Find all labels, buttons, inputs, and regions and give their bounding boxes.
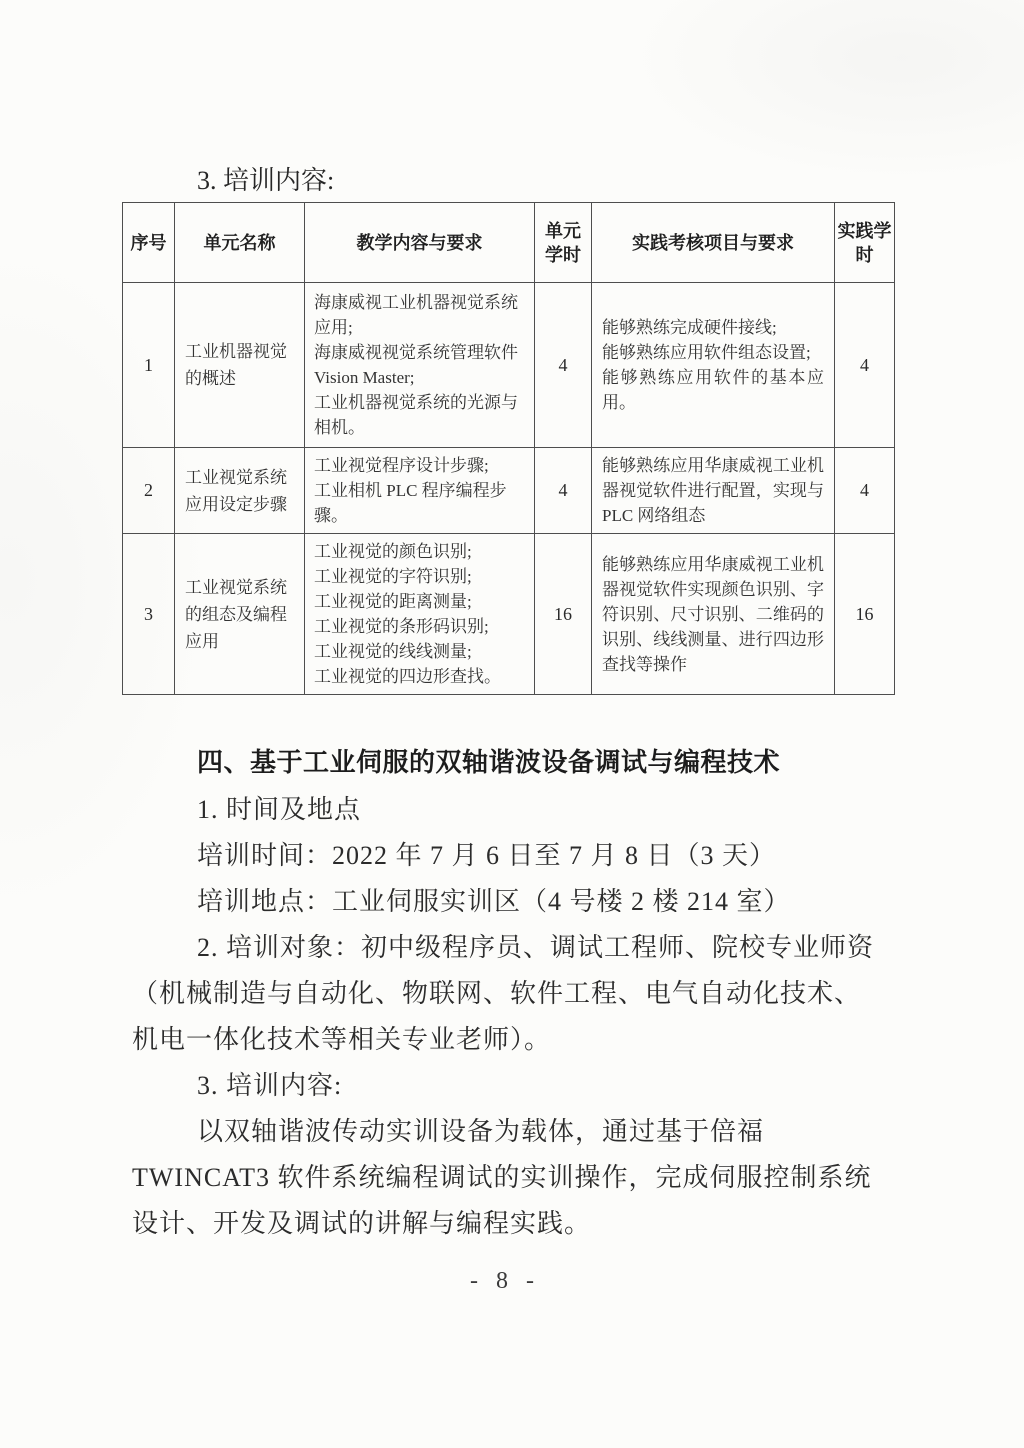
teaching-item: 工业视觉的字符识别;	[314, 567, 472, 586]
practice-item: 能够熟练应用华康威视工业机器视觉软件进行配置，实现与PLC 网络组态	[602, 456, 824, 525]
cell-unit-hours: 4	[535, 283, 592, 448]
cell-unit-hours: 16	[535, 534, 592, 695]
paragraph-line: 3. 培训内容:	[197, 1071, 343, 1100]
teaching-item: 工业相机 PLC 程序编程步骤。	[314, 481, 507, 525]
paragraph-line: TWINCAT3 软件系统编程调试的实训操作，完成伺服控制系统	[132, 1163, 872, 1192]
paragraph-line: （机械制造与自动化、物联网、软件工程、电气自动化技术、	[132, 979, 862, 1008]
cell-unit-name: 工业视觉系统的组态及编程应用	[175, 534, 305, 695]
teaching-item: 工业视觉的条形码识别;	[314, 617, 489, 636]
cell-practice-items	[592, 534, 835, 695]
practice-item: 能够熟练完成硬件接线;	[602, 318, 777, 337]
cell-practice-items	[592, 448, 835, 534]
teaching-item: 工业视觉的线线测量;	[314, 642, 472, 661]
teaching-item: 工业视觉的颜色识别;	[314, 542, 472, 561]
heading-training-content: 3. 培训内容:	[197, 166, 335, 195]
table-row	[123, 534, 895, 695]
cell-practice-hours: 16	[835, 534, 895, 695]
col-header-teaching-content: 教学内容与要求	[305, 203, 535, 283]
cell-practice-hours: 4	[835, 283, 895, 448]
paragraph-line: 培训地点：工业伺服实训区（4 号楼 2 楼 214 室）	[197, 887, 791, 916]
page-number: - 8 -	[470, 1268, 540, 1294]
col-header-practice-items: 实践考核项目与要求	[592, 203, 835, 283]
col-header-unit-hours: 单元学时	[535, 203, 592, 283]
teaching-item: 海康威视视觉系统管理软件 Vision Master;	[314, 343, 518, 387]
col-header-practice-hours: 实践学时	[835, 203, 895, 283]
cell-teaching-content	[305, 283, 535, 448]
cell-practice-hours: 4	[835, 448, 895, 534]
cell-unit-hours: 4	[535, 448, 592, 534]
cell-practice-items	[592, 283, 835, 448]
table-row	[123, 283, 895, 448]
paragraph-line: 以双轴谐波传动实训设备为载体，通过基于倍福	[197, 1117, 765, 1146]
table-header-row	[123, 203, 895, 283]
training-content-table	[122, 202, 895, 695]
paragraph-line: 1. 时间及地点	[197, 795, 362, 824]
cell-teaching-content	[305, 534, 535, 695]
cell-unit-name: 工业机器视觉的概述	[175, 283, 305, 448]
paragraph-line: 培训时间：2022 年 7 月 6 日至 7 月 8 日（3 天）	[197, 841, 777, 870]
cell-teaching-content	[305, 448, 535, 534]
cell-unit-name: 工业视觉系统应用设定步骤	[175, 448, 305, 534]
practice-item: 能够熟练应用华康威视工业机器视觉软件实现颜色识别、字符识别、尺寸识别、二维码的识别、线线测量、进行四边形查找等操作	[602, 554, 824, 674]
section-4-title: 四、基于工业伺服的双轴谐波设备调试与编程技术	[197, 747, 781, 777]
teaching-item: 海康威视工业机器视觉系统应用;	[314, 293, 518, 337]
paragraph-line: 机电一体化技术等相关专业老师）。	[132, 1025, 552, 1054]
teaching-item: 工业机器视觉系统的光源与相机。	[314, 393, 518, 437]
paragraph-line: 2. 培训对象：初中级程序员、调试工程师、院校专业师资	[197, 933, 875, 962]
paragraph-line: 设计、开发及调试的讲解与编程实践。	[132, 1209, 592, 1238]
teaching-item: 工业视觉程序设计步骤;	[314, 456, 489, 475]
table-row	[123, 448, 895, 534]
practice-item: 能够熟练应用软件的基本应用。	[602, 368, 824, 412]
cell-index: 3	[123, 534, 175, 695]
teaching-item: 工业视觉的四边形查找。	[314, 667, 501, 686]
section-4-body	[132, 787, 892, 1247]
cell-index: 2	[123, 448, 175, 534]
practice-item: 能够熟练应用软件组态设置;	[602, 343, 811, 362]
teaching-item: 工业视觉的距离测量;	[314, 592, 472, 611]
col-header-unit-name: 单元名称	[175, 203, 305, 283]
col-header-index: 序号	[123, 203, 175, 283]
cell-index: 1	[123, 283, 175, 448]
